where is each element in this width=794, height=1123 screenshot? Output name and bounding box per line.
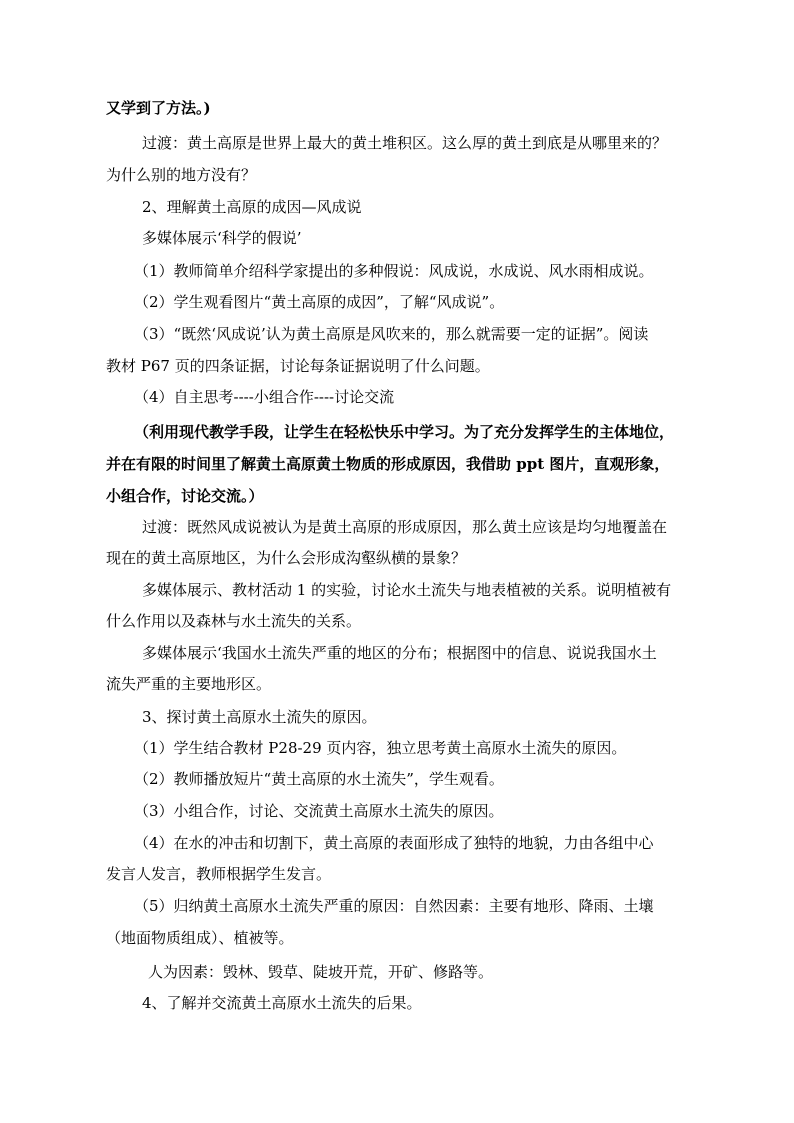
text-line-17: 什么作用以及森林与水土流失的关系。 [106, 612, 362, 630]
text-line-22: （2）教师播放短片“黄土高原的水土流失”，学生观看。 [134, 770, 504, 788]
text-line-11: （利用现代教学手段，让学生在轻松快乐中学习。为了充分发挥学生的主体地位， [134, 423, 675, 441]
text-line-14: 过渡：既然风成说被认为是黄土高原的形成原因，那么黄土应该是均匀地覆盖在 [142, 518, 668, 536]
text-line-8: （3）“既然‘风成说’认为黄土高原是风吹来的，那么就需要一定的证据”。阅读 [134, 325, 649, 343]
text-line-23: （3）小组合作，讨论、交流黄土高原水土流失的原因。 [134, 802, 504, 820]
text-line-27: （地面物质组成）、植被等。 [106, 929, 294, 947]
text-line-10: （4）自主思考----小组合作----讨论交流 [134, 388, 395, 406]
text-line-7: （2）学生观看图片“黄土高原的成因”，了解“风成说”。 [134, 293, 505, 311]
text-line-6: （1）教师简单介绍科学家提出的多种假说：风成说，水成说、风水雨相成说。 [134, 262, 654, 280]
text-line-1: 又学到了方法。) [106, 99, 211, 117]
text-line-5: 多媒体展示‘科学的假说’ [142, 229, 302, 247]
text-line-28: 人为因素：毁林、毁草、陡坡开荒，开矿、修路等。 [148, 963, 494, 981]
text-line-16: 多媒体展示、教材活动 1 的实验，讨论水土流失与地表植被的关系。说明植被有 [142, 581, 672, 599]
text-line-15: 现在的黄土高原地区，为什么会形成沟壑纵横的景象？ [106, 549, 467, 567]
text-line-18: 多媒体展示‘我国水土流失严重的地区的分布；根据图中的信息、说说我国水土 [142, 644, 657, 662]
text-line-2: 过渡：黄土高原是世界上最大的黄土堆积区。这么厚的黄土到底是从哪里来的？ [142, 134, 668, 152]
text-line-13: 小组合作，讨论交流。） [106, 487, 264, 505]
text-line-3: 为什么别的地方没有？ [106, 166, 257, 184]
text-line-24: （4）在水的冲击和切割下，黄土高原的表面形成了独特的地貌，力由各组中心 [134, 834, 654, 852]
text-line-9: 教材 P67 页的四条证据，讨论每条证据说明了什么问题。 [106, 357, 490, 375]
text-line-4: 2、理解黄土高原的成因—风成说 [142, 198, 362, 216]
text-line-26: （5）归纳黄土高原水土流失严重的原因：自然因素：主要有地形、降雨、土壤 [134, 897, 654, 915]
text-line-21: （1）学生结合教材 P28-29 页内容，独立思考黄土高原水土流失的原因。 [134, 739, 627, 757]
text-line-12: 并在有限的时间里了解黄土高原黄土物质的形成原因，我借助 ppt 图片，直观形象， [106, 455, 670, 473]
text-line-25: 发言人发言，教师根据学生发言。 [106, 865, 332, 883]
text-line-29: 4、了解并交流黄土高原水土流失的后果。 [142, 994, 422, 1012]
text-line-19: 流失严重的主要地形区。 [106, 675, 272, 693]
text-line-20: 3、探讨黄土高原水土流失的原因。 [142, 708, 377, 726]
